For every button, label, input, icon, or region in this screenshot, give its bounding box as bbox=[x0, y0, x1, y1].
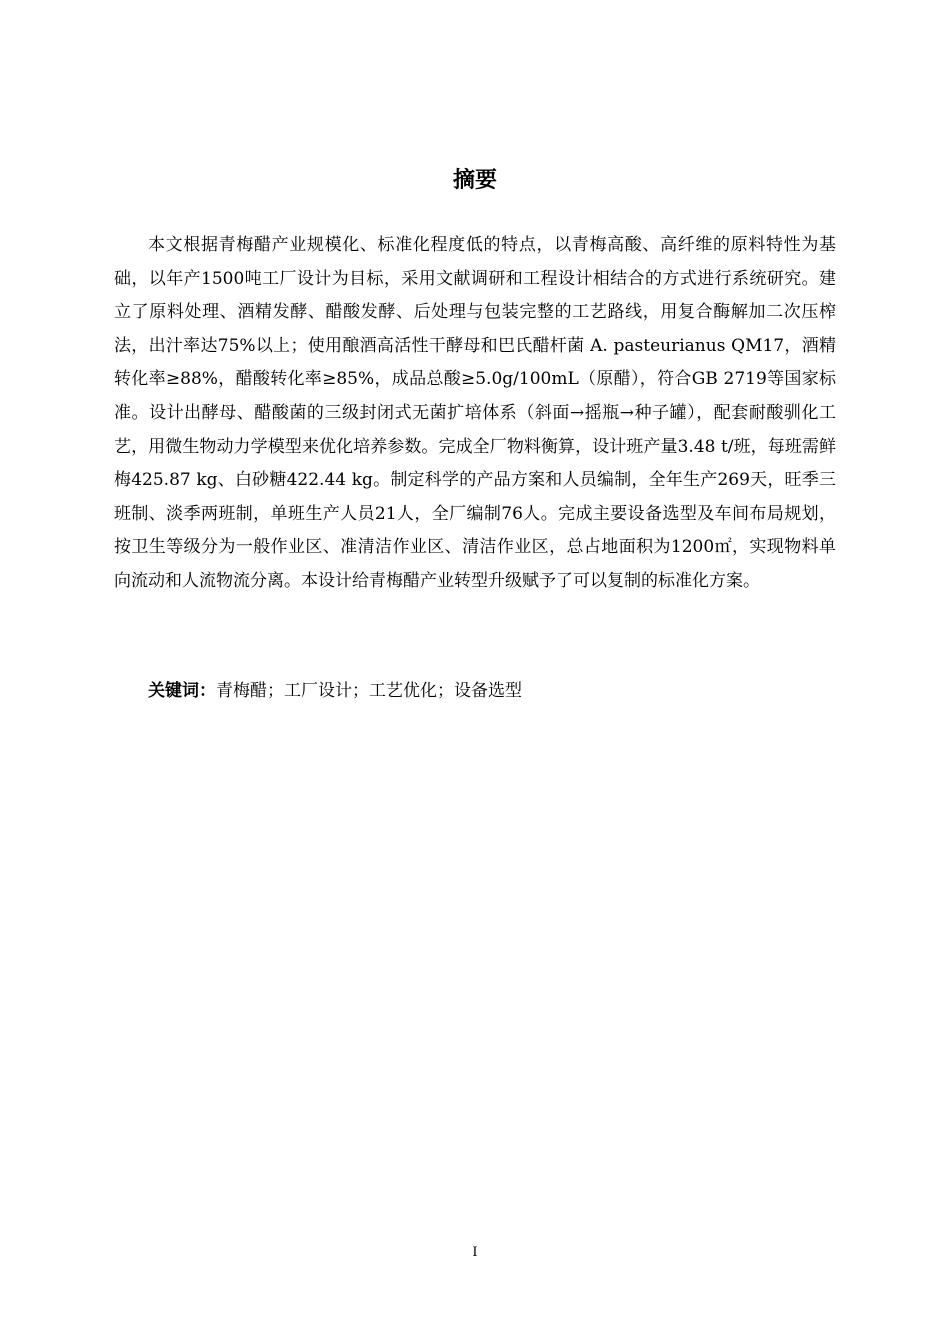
page-title: 摘要 bbox=[452, 168, 497, 193]
page-number: I bbox=[472, 1245, 478, 1260]
abstract-paragraph: 本文根据青梅醋产业规模化、标准化程度低的特点，以青梅高酸、高纤维的原料特性为基础，以年产1500吨工厂设计为目标，采用文献调研和工程设计相结合的方式进行系统研究。建立了原料处理、酒精发酵、醋酸发酵、后处理与包装完整的工艺路线，用复合酶解加二次压榨法，出汁率达75%以上；使用酿酒高活性干酵母和巴氏醋杆菌 A. pasteurianus QM17，酒精转化率≥88%，醋酸转化率≥85%，成品总酸≥5.0g/100mL（原醋），符合GB 2719等国家标准。设计出酵母、醋酸菌的三级封闭式无菌扩培体系（斜面→摇瓶→种子罐），配套耐酸驯化工艺，用微生物动力学模型来优化培养参数。完成全厂物料衡算，设计班产量3.48 t/班，每班需鲜梅425.87 kg、白砂糖422.44 kg。制定科学的产品方案和人员编制，全年生产269天，旺季三班制、淡季两班制，单班生产人员21人，全厂编制76人。完成主要设备选型及车间布局规划，按卫生等级分为一般作业区、准清洁作业区、清洁作业区，总占地面积为1200㎡，实现物料单向流动和人流物流分离。本设计给青梅醋产业转型升级赋予了可以复制的标准化方案。 bbox=[114, 235, 836, 591]
keywords-label: 关键词： bbox=[148, 681, 216, 701]
keywords-line bbox=[114, 675, 836, 708]
keywords-text: 青梅醋；工厂设计；工艺优化；设备选型 bbox=[216, 681, 522, 701]
